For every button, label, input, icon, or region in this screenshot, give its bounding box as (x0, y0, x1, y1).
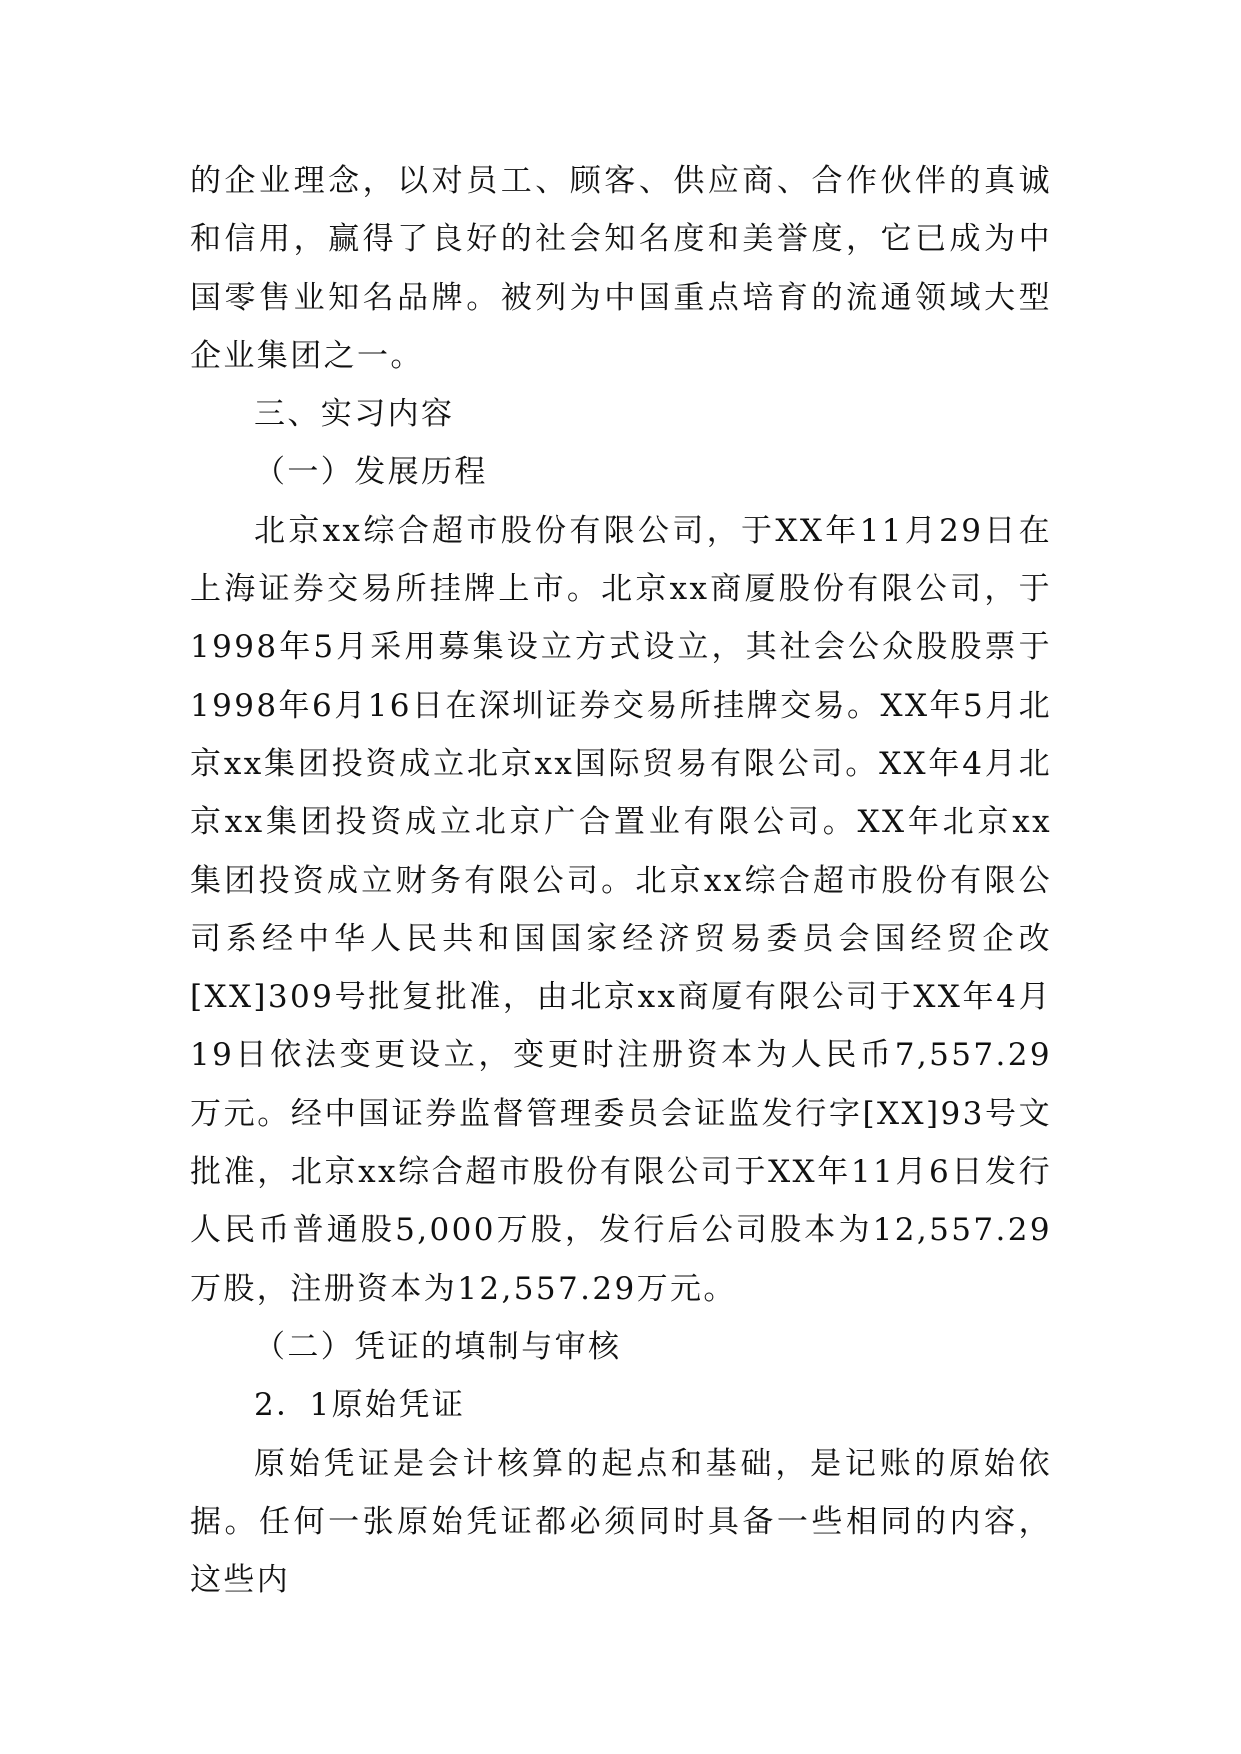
paragraph-company-philosophy: 的企业理念，以对员工、顾客、供应商、合作伙伴的真诚和信用，赢得了良好的社会知名度和美誉度，它已成为中国零售业知名品牌。被列为中国重点培育的流通领域大型企业集团之一。 (190, 163, 1052, 374)
subsection-heading-voucher-preparation: （二）凭证的填制与审核 (254, 1328, 622, 1365)
subsection-heading-original-voucher: 2．1原始凭证 (254, 1387, 466, 1424)
document-body (190, 152, 1052, 1609)
subsection-heading-development-history: （一）发展历程 (254, 454, 488, 491)
paragraph-development-history: 北京xx综合超市股份有限公司，于XX年11月29日在上海证券交易所挂牌上市。北京xx商厦股份有限公司，于1998年5月采用募集设立方式设立，其社会公众股股票于1998年6月16日在深圳证券交易所挂牌交易。XX年5月北京xx集团投资成立北京xx国际贸易有限公司。XX年4月北京xx集团投资成立北京广合置业有限公司。XX年北京xx集团投资成立财务有限公司。北京xx综合超市股份有限公司系经中华人民共和国国家经济贸易委员会国经贸企改[XX]309号批复批准，由北京xx商厦有限公司于XX年4月19日依法变更设立，变更时注册资本为人民币7,557.29万元。经中国证券监督管理委员会证监发行字[XX]93号文批准，北京xx综合超市股份有限公司于XX年11月6日发行人民币普通股5,000万股，发行后公司股本为12,557.29万股，注册资本为12,557.29万元。 (190, 512, 1052, 1307)
section-heading-internship-content: 三、实习内容 (254, 396, 455, 433)
paragraph-original-voucher: 原始凭证是会计核算的起点和基础，是记账的原始依据。任何一张原始凭证都必须同时具备一些相同的内容，这些内 (190, 1445, 1052, 1599)
